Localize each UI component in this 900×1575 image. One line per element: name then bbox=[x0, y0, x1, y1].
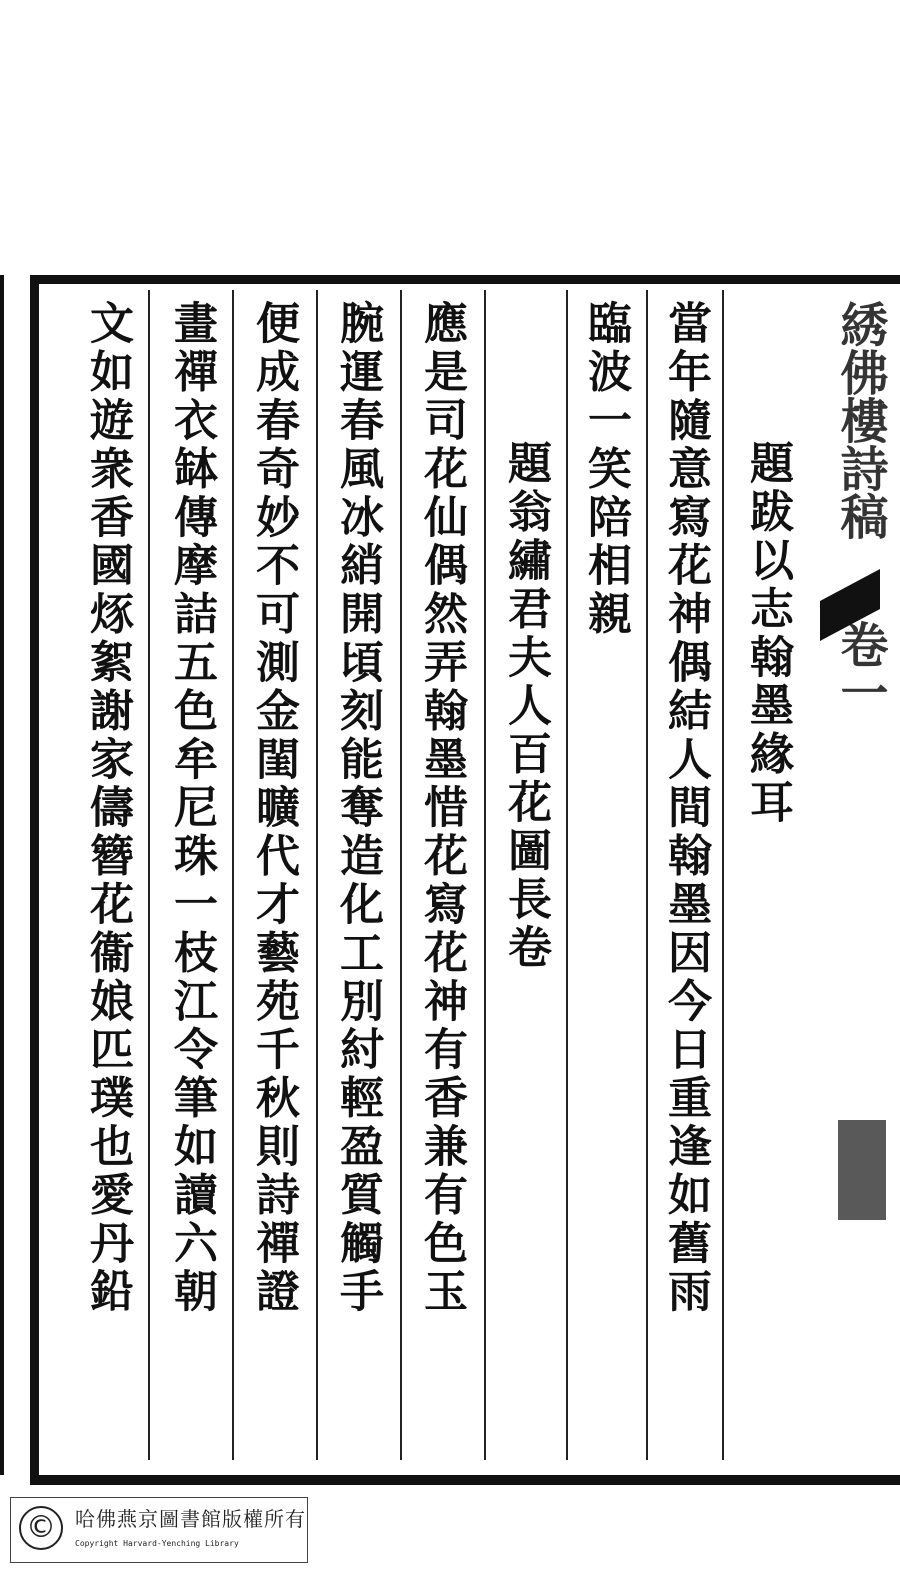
book-title: 綉佛樓詩稿 bbox=[832, 300, 888, 540]
text-column-1: 當年隨意寫花神偶結人間翰墨因今日重逢如舊雨 bbox=[660, 300, 711, 1317]
text-column-5: 應是司花仙偶然弄翰墨惜花寫花神有香兼有色玉 bbox=[416, 300, 467, 1317]
watermark-english: Copyright Harvard-Yenching Library bbox=[75, 1539, 239, 1548]
volume-label: 卷一 bbox=[832, 620, 888, 716]
text-column-6: 腕運春風冰綃開頃刻能奪造化工別紂輕盈質觸手 bbox=[332, 300, 383, 1317]
text-column-2: 題跋以志翰墨緣耳 bbox=[742, 440, 793, 828]
column-rule bbox=[722, 290, 724, 1460]
column-rule bbox=[484, 290, 486, 1460]
text-column-7: 便成春奇妙不可測金閨曠代才藝苑千秋則詩禪證 bbox=[248, 300, 299, 1317]
column-rule bbox=[566, 290, 568, 1460]
column-rule bbox=[646, 290, 648, 1460]
outer-border-rule bbox=[0, 275, 4, 1475]
copyright-icon: © bbox=[19, 1506, 63, 1550]
watermark-chinese: 哈佛燕京圖書館版權所有 bbox=[75, 1507, 306, 1531]
copyright-watermark bbox=[10, 1497, 308, 1563]
column-rule bbox=[400, 290, 402, 1460]
column-rule bbox=[148, 290, 150, 1460]
text-column-3: 臨波一笑陪相親 bbox=[580, 300, 631, 639]
text-column-9: 文如遊衆香國烼絮謝家儔簪花衞娘匹璞也愛丹鉛 bbox=[82, 300, 133, 1317]
text-column-8: 畫禪衣缽傳摩詰五色牟尼珠一枝江令筆如讀六朝 bbox=[166, 300, 217, 1317]
column-rule bbox=[232, 290, 234, 1460]
ink-smudge bbox=[838, 1120, 886, 1220]
text-column-title: 題翁繡君夫人百花圖長卷 bbox=[500, 440, 551, 973]
column-rule bbox=[316, 290, 318, 1460]
